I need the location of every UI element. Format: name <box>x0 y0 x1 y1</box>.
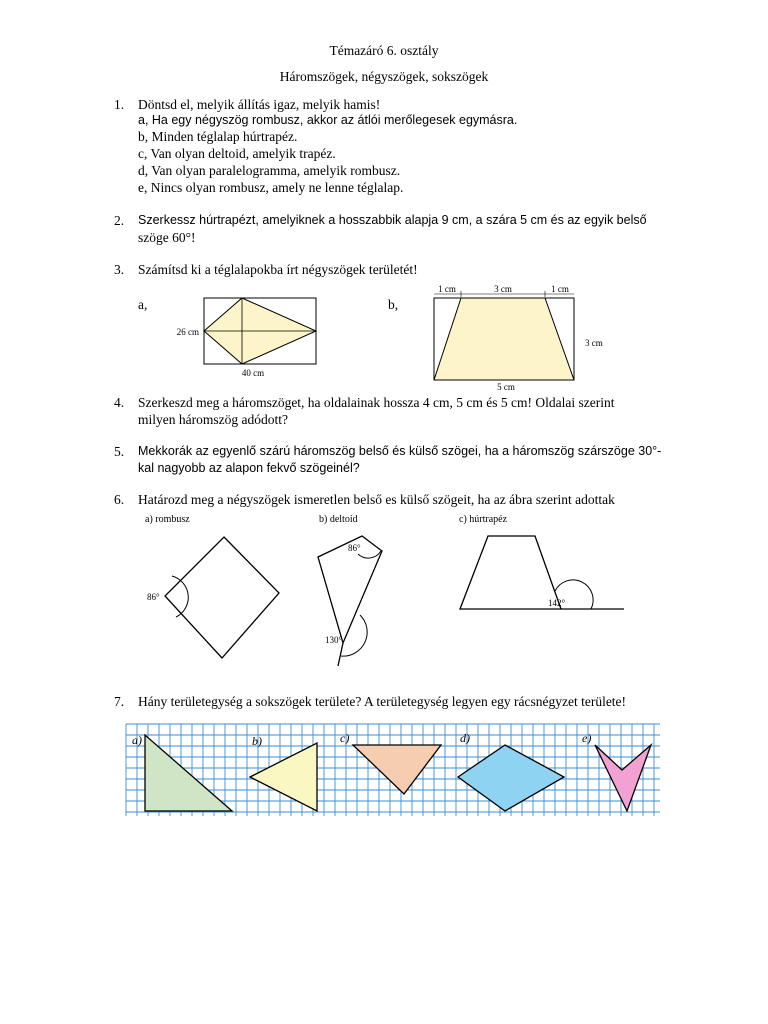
q7-label-a: a) <box>132 733 142 747</box>
q1-item-d: d, Van olyan paralelogramma, amelyik rombusz. <box>138 163 401 178</box>
q4-line1: Szerkeszd meg a háromszöget, ha oldalainak hossza 4 cm, 5 cm és 5 cm! Oldalai szerint <box>138 395 615 410</box>
q1-item-a: a, Ha egy négyszög rombusz, akkor az átlói merőlegesek egymásra. <box>138 113 518 127</box>
q3b-top-left-label: 1 cm <box>438 284 456 294</box>
q6-text: Határozd meg a négyszögek ismeretlen belső es külső szögeit, ha az ábra szerint adottak <box>138 492 615 507</box>
q7-label-d: d) <box>460 731 470 745</box>
q1-item-b: b, Minden téglalap húrtrapéz. <box>138 129 298 144</box>
q3b-top-right-label: 1 cm <box>551 284 569 294</box>
q7-shape-c <box>353 745 441 794</box>
q5-line2: kal nagyobb az alapon fekvő szögeinél? <box>138 461 360 475</box>
q6a-label: a) rombusz <box>145 514 190 525</box>
q6b-angle-bottom: 130° <box>325 635 343 645</box>
q3b-top-mid-label: 3 cm <box>494 284 512 294</box>
q7-label-e: e) <box>582 731 592 745</box>
q6c-angle: 142° <box>548 598 566 608</box>
q6b-label: b) deltoid <box>319 514 358 525</box>
q7-number: 7. <box>114 694 125 709</box>
q6-number: 6. <box>114 492 125 507</box>
q3-number: 3. <box>114 262 125 277</box>
q4-line2: milyen háromszög adódott? <box>138 412 288 427</box>
q3b-height-label: 3 cm <box>585 338 603 348</box>
q3a-height-label: 26 cm <box>176 327 199 337</box>
q5-line1: Mekkorák az egyenlő szárú háromszög belső és külső szögei, ha a háromszög szárszöge 30°- <box>138 444 662 458</box>
q1-item-c: c, Van olyan deltoid, amelyik trapéz. <box>138 146 336 161</box>
q4-number: 4. <box>114 395 125 410</box>
q6b-angle-top: 86° <box>348 543 361 553</box>
q2-line2: szöge 60°! <box>138 230 196 245</box>
q7-text: Hány területegység a sokszögek területe? A területegység legyen egy rácsnégyzet területe! <box>138 694 627 709</box>
q6c-label: c) húrtrapéz <box>459 514 508 525</box>
q7-label-b: b) <box>252 734 262 748</box>
q3b-bottom-label: 5 cm <box>497 382 515 392</box>
q5-number: 5. <box>114 444 125 459</box>
q2-line1: Szerkessz húrtrapézt, amelyiknek a hosszabbik alapja 9 cm, a szára 5 cm és az egyik belső <box>138 213 647 227</box>
q1-number: 1. <box>114 97 125 112</box>
q7-label-c: c) <box>340 731 350 745</box>
q1-item-e: e, Nincs olyan rombusz, amely ne lenne téglalap. <box>138 180 404 195</box>
q2-number: 2. <box>114 213 125 228</box>
page-subtitle: Háromszögek, négyszögek, sokszögek <box>279 69 489 84</box>
q3-label-b: b, <box>388 297 399 312</box>
q3-label-a: a, <box>138 297 148 312</box>
q3a-width-label: 40 cm <box>241 368 265 378</box>
q6a-angle: 86° <box>147 592 160 602</box>
q3-text: Számítsd ki a téglalapokba írt négyszögek területét! <box>138 262 418 277</box>
q1-text: Döntsd el, melyik állítás igaz, melyik hamis! <box>138 97 381 112</box>
page-title: Témazáró 6. osztály <box>329 43 439 58</box>
